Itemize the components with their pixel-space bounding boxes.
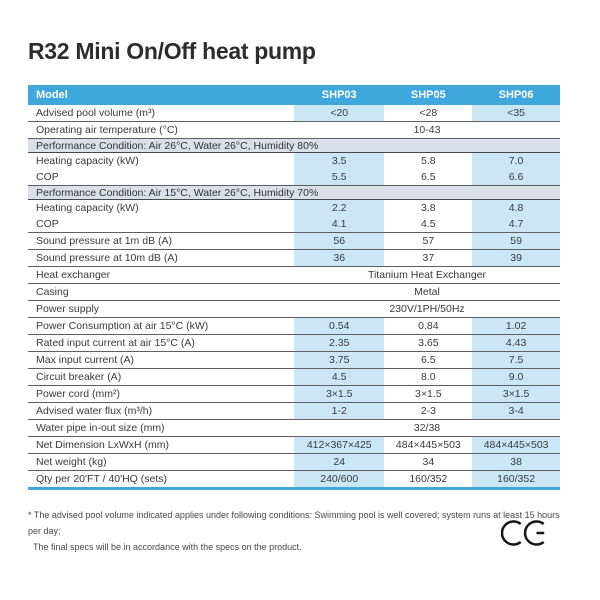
spec-value: 57 <box>384 233 472 250</box>
spec-value: <20 <box>294 105 384 122</box>
spec-label: Operating air temperature (°C) <box>28 122 294 139</box>
spec-row <box>28 169 560 186</box>
spec-value: 240/600 <box>294 471 384 489</box>
spec-label: Water pipe in-out size (mm) <box>28 420 294 437</box>
spec-row <box>28 105 560 122</box>
spec-row <box>28 318 560 335</box>
spec-row <box>28 437 560 454</box>
spec-value-span: Titanium Heat Exchanger <box>294 267 560 284</box>
spec-value: 6.5 <box>384 169 472 186</box>
spec-row <box>28 267 560 284</box>
spec-row <box>28 301 560 318</box>
footnote-line-2: The final specs will be in accordance with the specs on the product. <box>33 542 302 552</box>
header-row <box>28 85 560 105</box>
section-band-row <box>28 139 560 153</box>
spec-label: COP <box>28 169 294 186</box>
spec-value: 34 <box>384 454 472 471</box>
spec-label: Power cord (mm²) <box>28 386 294 403</box>
spec-label: Heat exchanger <box>28 267 294 284</box>
spec-row <box>28 471 560 489</box>
spec-label: Power supply <box>28 301 294 318</box>
spec-value: 3.8 <box>421 202 436 214</box>
spec-row <box>28 403 560 420</box>
spec-label: Qty per 20'FT / 40'HQ (sets) <box>28 471 294 489</box>
spec-label: Circuit breaker (A) <box>28 369 294 386</box>
spec-row <box>28 122 560 139</box>
spec-row <box>28 420 560 437</box>
spec-row <box>28 153 560 170</box>
spec-value: <28 <box>384 105 472 122</box>
spec-label: Net weight (kg) <box>28 454 294 471</box>
spec-value: 160/352 <box>384 471 472 489</box>
spec-value: 484×445×503 <box>384 437 472 454</box>
spec-value: 3.65 <box>384 335 472 352</box>
spec-value-span: 10-43 <box>294 122 560 139</box>
spec-value: 1.02 <box>472 318 560 335</box>
spec-value: 4.43 <box>472 335 560 352</box>
spec-table-header <box>28 85 560 105</box>
spec-value: 59 <box>472 233 560 250</box>
spec-value-span: Metal <box>294 284 560 301</box>
spec-value: 160/352 <box>472 471 560 489</box>
spec-value: 3-4 <box>472 403 560 420</box>
spec-row <box>28 216 560 233</box>
spec-value: 38 <box>472 454 560 471</box>
spec-label: Casing <box>28 284 294 301</box>
spec-value: 5.8 <box>421 155 436 167</box>
spec-label: COP <box>28 216 294 233</box>
header-shp06: SHP06 <box>472 85 560 105</box>
spec-row <box>28 352 560 369</box>
spec-value: 36 <box>294 250 384 267</box>
spec-row <box>28 233 560 250</box>
spec-row <box>28 369 560 386</box>
spec-value: 2-3 <box>384 403 472 420</box>
spec-value: 3×1.5 <box>294 386 384 403</box>
spec-value: 7.0 <box>472 153 560 170</box>
spec-label: Sound pressure at 1m dB (A) <box>28 233 294 250</box>
header-shp05: SHP05 <box>384 85 472 105</box>
spec-label: Rated input current at air 15°C (A) <box>28 335 294 352</box>
spec-row <box>28 200 560 217</box>
spec-table <box>28 85 560 490</box>
spec-label: Advised water flux (m³/h) <box>28 403 294 420</box>
footnote-line-1: * The advised pool volume indicated applies under following conditions: Swimming pool is well covered; system runs at least 15 hours per day; <box>28 510 560 536</box>
header-shp03: SHP03 <box>294 85 384 105</box>
spec-label: Heating capacity (kW) <box>36 155 139 167</box>
section-band-row <box>28 186 560 200</box>
spec-value: 56 <box>294 233 384 250</box>
spec-value: 412×367×425 <box>294 437 384 454</box>
spec-value: 3.75 <box>294 352 384 369</box>
spec-value: 5.5 <box>294 169 384 186</box>
spec-row <box>28 284 560 301</box>
spec-value: 1-2 <box>294 403 384 420</box>
spec-value: 3.5 <box>294 153 384 170</box>
spec-value: 484×445×503 <box>472 437 560 454</box>
spec-value: 24 <box>294 454 384 471</box>
spec-value: 4.1 <box>294 216 384 233</box>
spec-value: 7.5 <box>472 352 560 369</box>
spec-value: 3×1.5 <box>384 386 472 403</box>
spec-label: Max input current (A) <box>28 352 294 369</box>
spec-row <box>28 454 560 471</box>
spec-label: Sound pressure at 10m dB (A) <box>28 250 294 267</box>
spec-label: Power Consumption at air 15°C (kW) <box>28 318 294 335</box>
header-model: Model <box>28 85 294 105</box>
spec-value: 3×1.5 <box>472 386 560 403</box>
spec-value-span: 230V/1PH/50Hz <box>294 301 560 318</box>
spec-value: 4.5 <box>294 369 384 386</box>
spec-label: Heating capacity (kW) <box>36 202 139 214</box>
spec-value: 2.35 <box>294 335 384 352</box>
page-title: R32 Mini On/Off heat pump <box>28 38 316 64</box>
spec-label: Net Dimension LxWxH (mm) <box>28 437 294 454</box>
spec-value: 4.5 <box>384 216 472 233</box>
spec-row <box>28 386 560 403</box>
spec-value: <35 <box>472 105 560 122</box>
footnote <box>28 507 573 555</box>
spec-value-span: 32/38 <box>294 420 560 437</box>
spec-row <box>28 250 560 267</box>
spec-label: Advised pool volume (m³) <box>28 105 294 122</box>
spec-value: 4.7 <box>472 216 560 233</box>
spec-value: 37 <box>384 250 472 267</box>
spec-value: 39 <box>472 250 560 267</box>
spec-table-body <box>28 105 560 489</box>
spec-value: 4.8 <box>472 200 560 217</box>
spec-row <box>28 335 560 352</box>
section-header-label: Performance Condition: Air 26°C, Water 26°C, Humidity 80% <box>28 139 560 153</box>
ce-mark-icon <box>501 518 549 548</box>
spec-value: 8.0 <box>384 369 472 386</box>
spec-value: 6.6 <box>472 169 560 186</box>
spec-value: 9.0 <box>472 369 560 386</box>
spec-value: 0.54 <box>294 318 384 335</box>
spec-value: 0.84 <box>384 318 472 335</box>
spec-value: 6.5 <box>384 352 472 369</box>
section-header-label: Performance Condition: Air 15°C, Water 26°C, Humidity 70% <box>28 186 560 200</box>
spec-value: 2.2 <box>294 200 384 217</box>
